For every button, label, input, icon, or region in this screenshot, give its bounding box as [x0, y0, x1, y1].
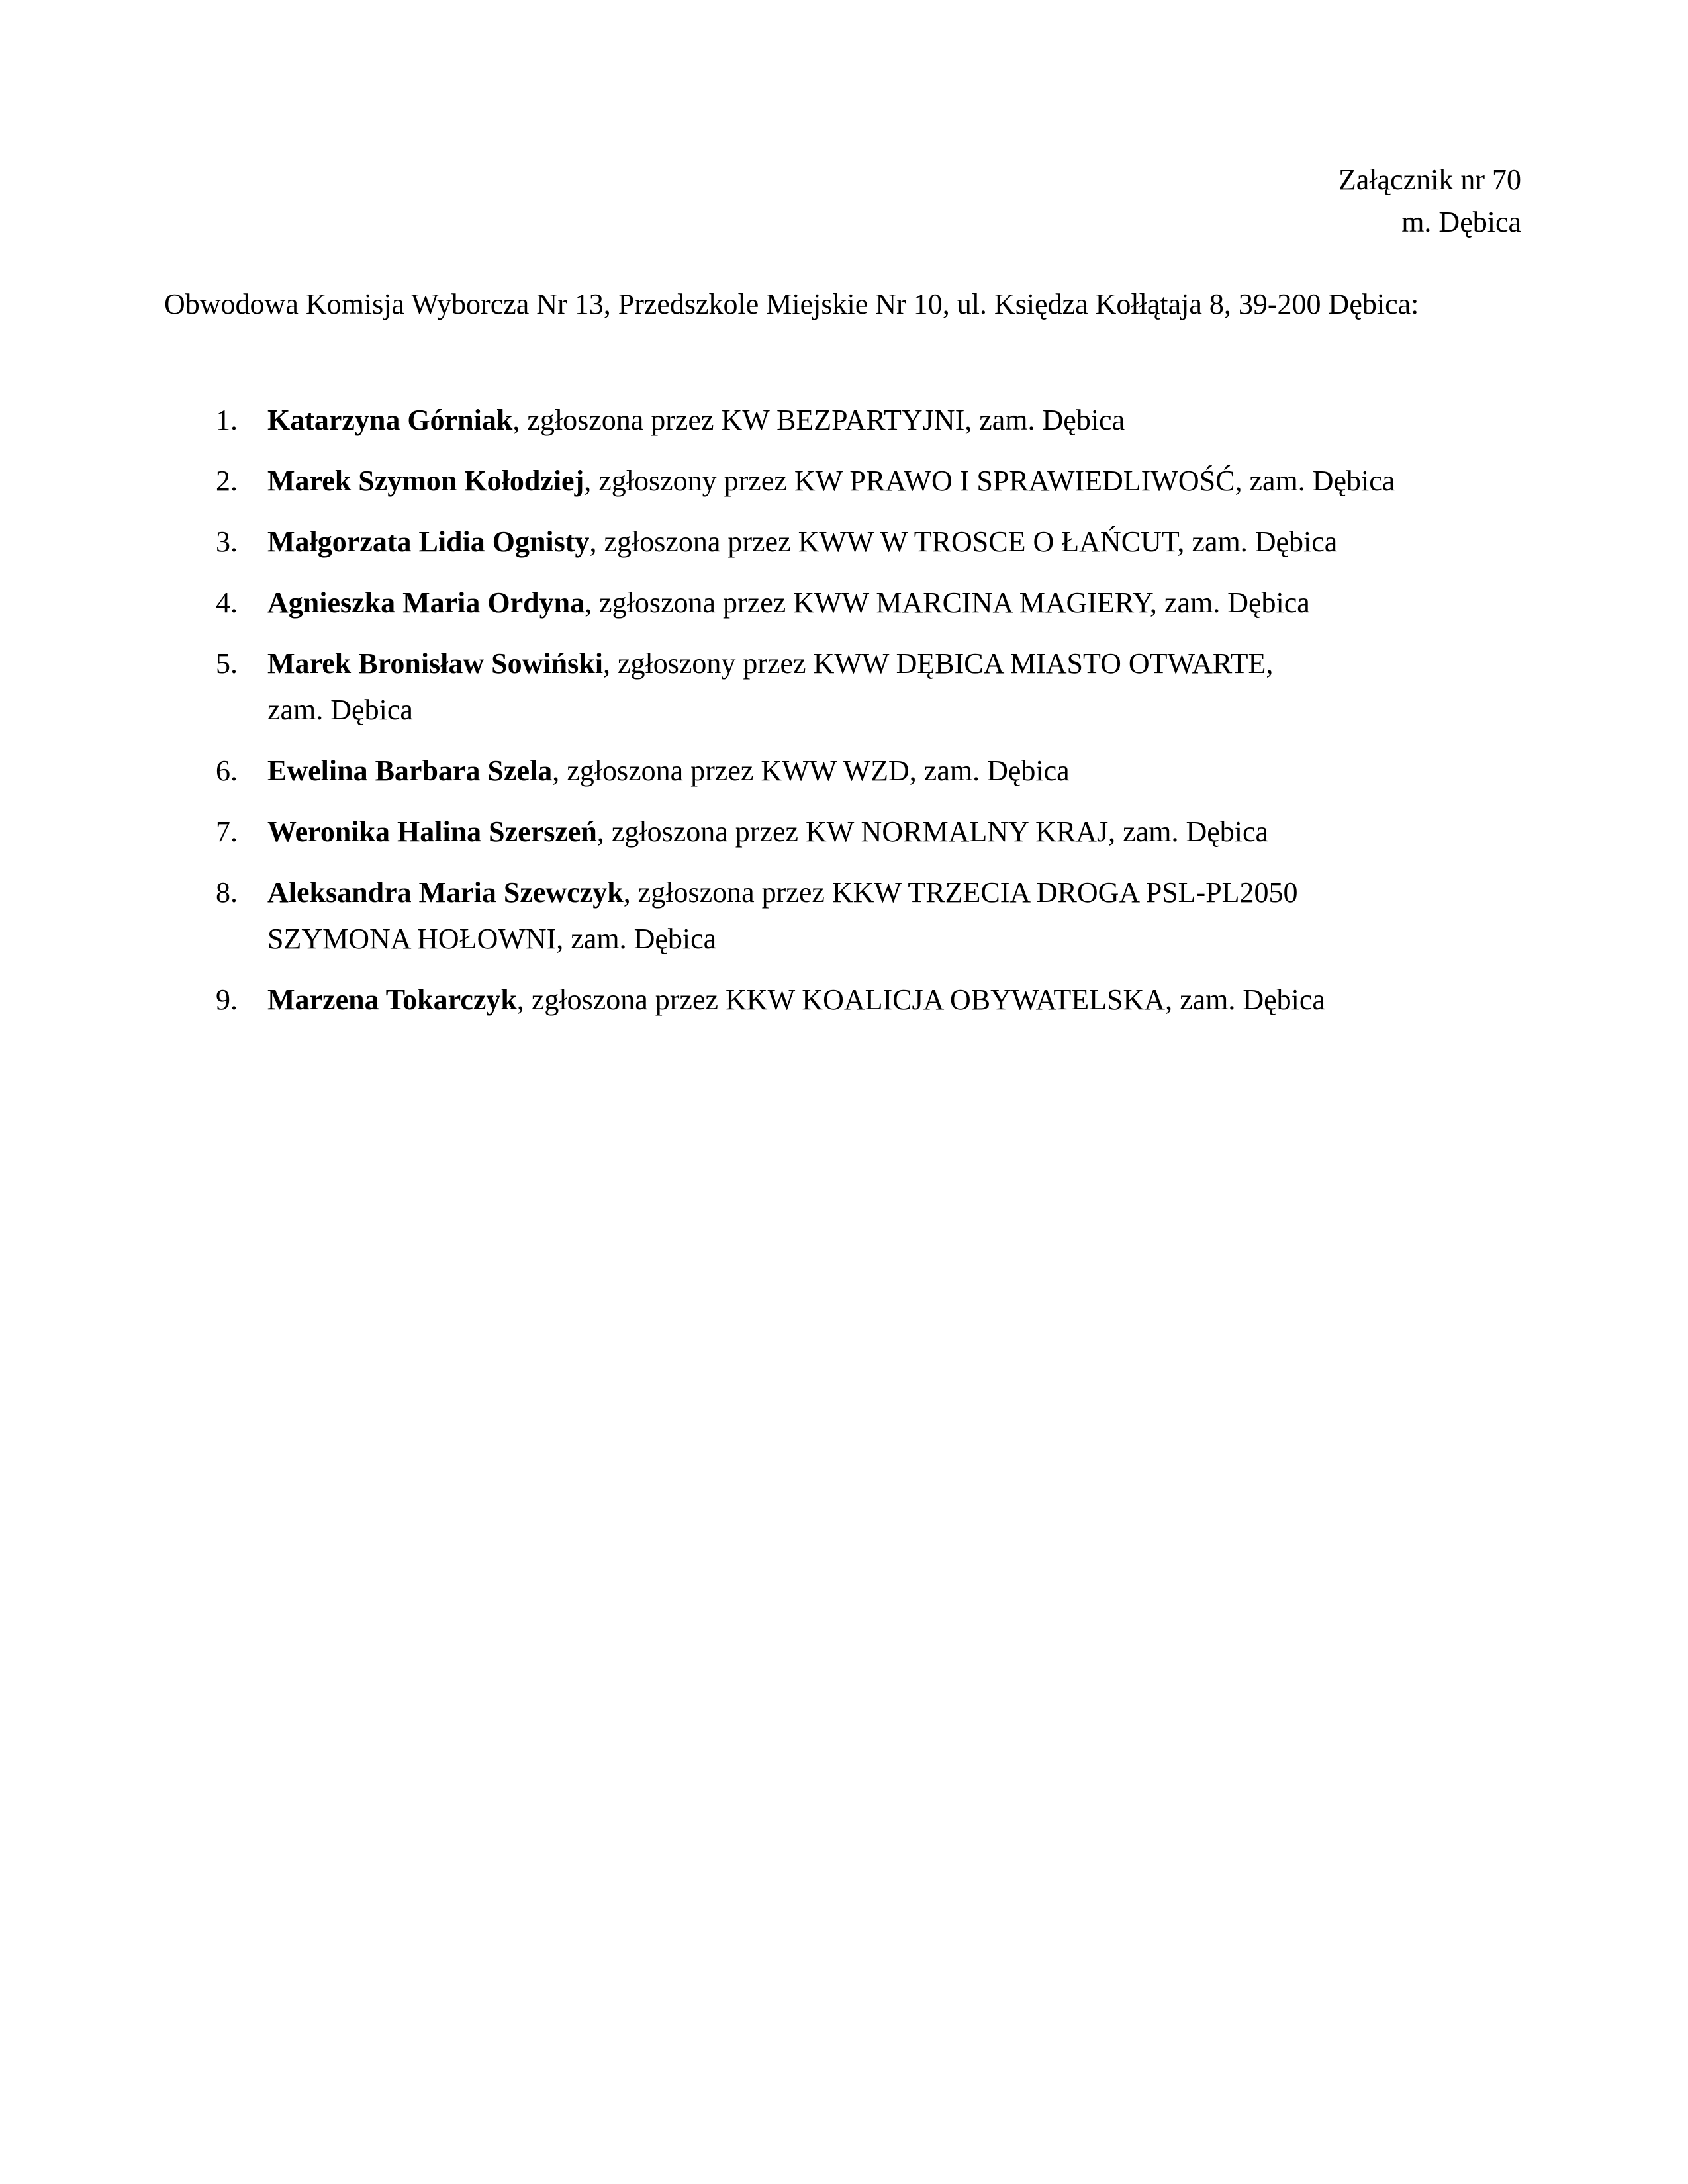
attachment-location: m. Dębica [1401, 206, 1521, 238]
member-details: , zgłoszona przez KW BEZPARTYJNI, zam. Dębica [512, 404, 1125, 436]
item-number: 6. [216, 754, 238, 787]
item-number: 2. [216, 465, 238, 497]
member-details: , zgłoszony przez KW PRAWO I SPRAWIEDLIWOŚĆ, zam. Dębica [584, 465, 1395, 497]
member-details: , zgłoszona przez KKW TRZECIA DROGA PSL-PL2050 [623, 876, 1298, 909]
member-details: , zgłoszony przez KWW DĘBICA MIASTO OTWARTE, [602, 647, 1274, 680]
member-name: Marek Bronisław Sowiński [267, 647, 603, 680]
list-item [0, 397, 1688, 443]
list-item [0, 977, 1688, 1023]
item-number: 4. [216, 586, 238, 619]
member-name: Aleksandra Maria Szewczyk [267, 876, 624, 909]
member-details: , zgłoszona przez KWW WZD, zam. Dębica [552, 754, 1070, 787]
member-details: , zgłoszona przez KWW W TROSCE O ŁAŃCUT, zam. Dębica [589, 525, 1338, 558]
item-number: 3. [216, 525, 238, 558]
commission-title: Obwodowa Komisja Wyborcza Nr 13, Przedszkole Miejskie Nr 10, ul. Księdza Kołłątaja 8, 39-200 Dębica: [164, 288, 1419, 320]
attachment-header [1338, 159, 1521, 244]
attachment-number: Załącznik nr 70 [1338, 163, 1521, 196]
member-details: , zgłoszona przez KKW KOALICJA OBYWATELSKA, zam. Dębica [516, 983, 1325, 1016]
member-name: Katarzyna Górniak [267, 404, 513, 436]
item-number: 7. [216, 815, 238, 848]
member-details-continued: zam. Dębica [267, 694, 413, 726]
list-item [0, 580, 1688, 626]
member-details-continued: SZYMONA HOŁOWNI, zam. Dębica [267, 923, 717, 955]
item-number: 1. [216, 404, 238, 436]
item-number: 8. [216, 876, 238, 909]
list-item [0, 748, 1688, 794]
list-item [0, 641, 1688, 733]
member-name: Marek Szymon Kołodziej [267, 465, 585, 497]
list-item [0, 870, 1688, 962]
list-item [0, 809, 1688, 855]
member-name: Ewelina Barbara Szela [267, 754, 553, 787]
member-details: , zgłoszona przez KW NORMALNY KRAJ, zam. Dębica [596, 815, 1269, 848]
member-name: Weronika Halina Szerszeń [267, 815, 597, 848]
member-name: Marzena Tokarczyk [267, 983, 517, 1016]
member-details: , zgłoszona przez KWW MARCINA MAGIERY, zam. Dębica [585, 586, 1310, 619]
member-name: Agnieszka Maria Ordyna [267, 586, 585, 619]
item-number: 9. [216, 983, 238, 1016]
item-number: 5. [216, 647, 238, 680]
member-name: Małgorzata Lidia Ognisty [267, 525, 590, 558]
list-item [0, 519, 1688, 565]
list-item [0, 458, 1688, 504]
member-list [0, 397, 1688, 1038]
